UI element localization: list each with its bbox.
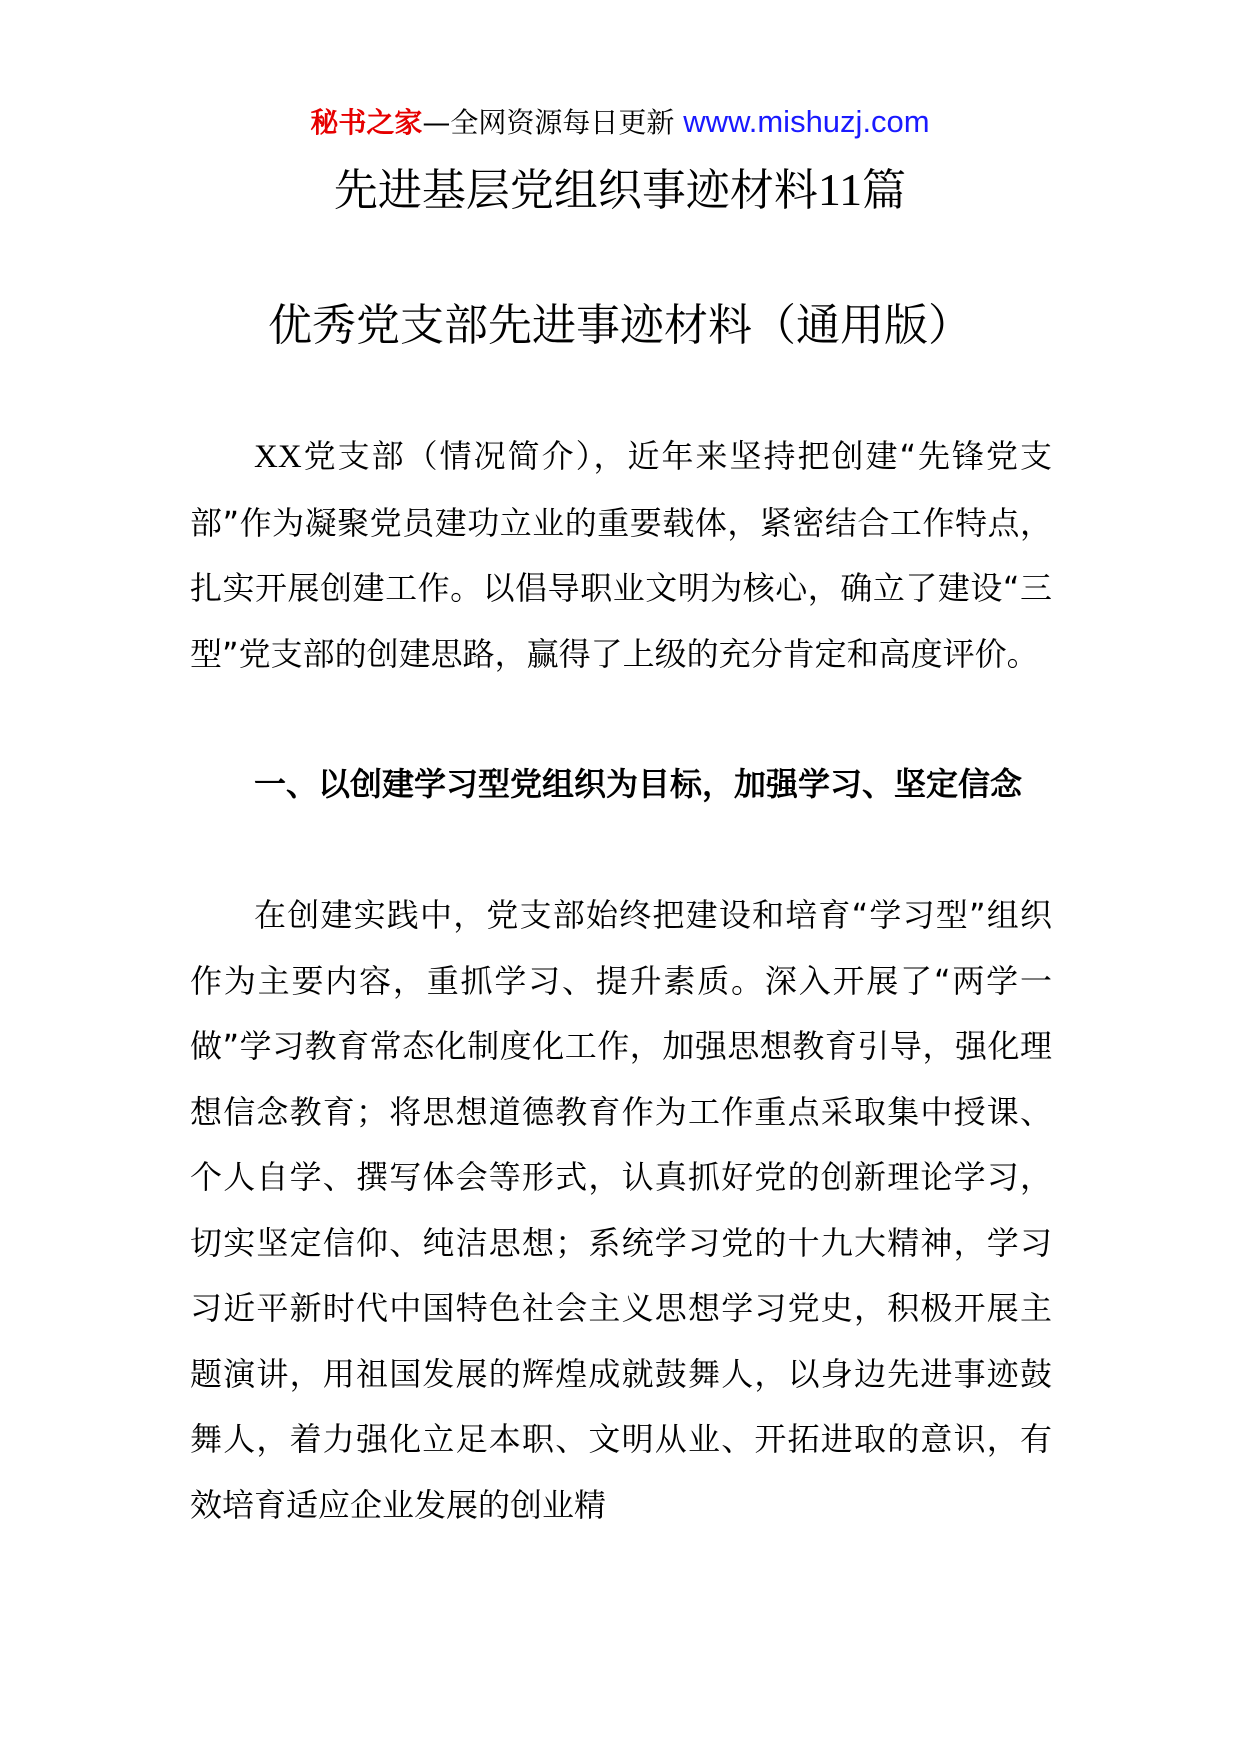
title-number: 11 — [817, 164, 863, 215]
document-title — [0, 160, 1240, 221]
para1-prefix: XX — [254, 439, 302, 475]
section-heading-1: 一、以创建学习型党组织为目标，加强学习、坚定信念 — [254, 765, 1023, 803]
document-subtitle: 优秀党支部先进事迹材料（通用版） — [268, 300, 972, 351]
header-slogan: —全网资源每日更新 — [422, 106, 675, 139]
title-prefix: 先进基层党组织事迹材料 — [333, 165, 818, 216]
site-header — [0, 102, 1240, 143]
brand-name: 秘书之家 — [310, 106, 423, 139]
title-suffix: 篇 — [862, 165, 907, 216]
intro-paragraph — [190, 424, 1052, 687]
site-url-link[interactable]: www.mishuzj.com — [683, 104, 930, 139]
section-1-paragraph: 在创建实践中，党支部始终把建设和培育“学习型”组织作为主要内容，重抓学习、提升素质。深入开展了“两学一做”学习教育常态化制度化工作，加强思想教育引导，强化理想信念教育；将思想道德教育作为工作重点采取集中授课、个人自学、撰写体会等形式，认真抓好党的创新理论学习，切实坚定信仰、纯洁思想；系统学习党的十九大精神，学习习近平新时代中国特色社会主义思想学习党史，积极开展主题演讲，用祖国发展的辉煌成就鼓舞人，以身边先进事迹鼓舞人，着力强化立足本职、文明从业、开拓进取的意识，有效培育适应企业发展的创业精 — [190, 896, 1052, 1524]
para1-body: 党支部（情况简介），近年来坚持把创建“先锋党支部”作为凝聚党员建功立业的重要载体，紧密结合工作特点，扎实开展创建工作。以倡导职业文明为核心，确立了建设“三型”党支部的创建思路，赢得了上级的充分肯定和高度评价。 — [190, 437, 1052, 673]
